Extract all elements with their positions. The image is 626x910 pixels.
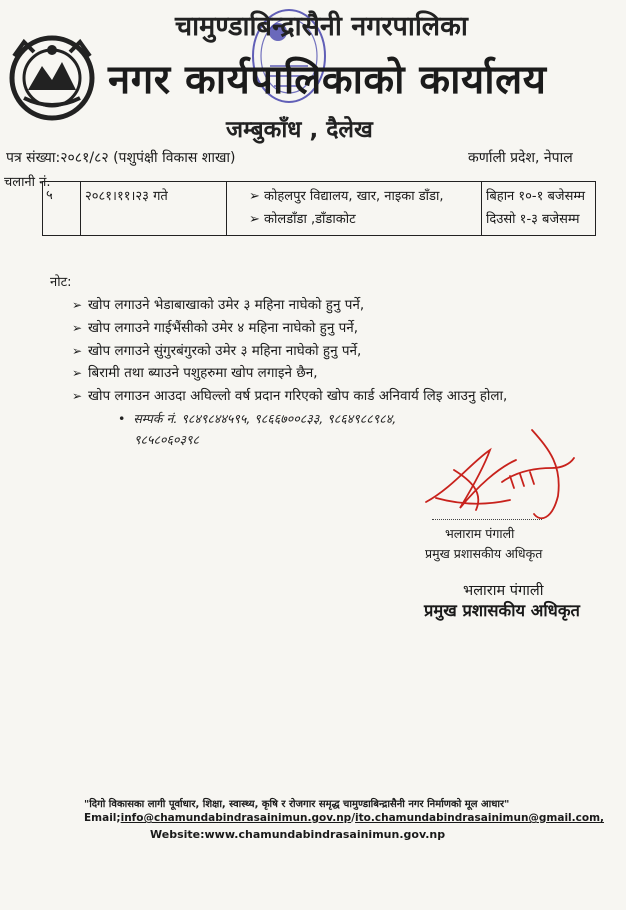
- dot-bullet-icon: •: [118, 411, 134, 426]
- table-divider: [226, 182, 227, 235]
- table-serial: ५: [46, 188, 53, 203]
- table-place-2: ➢ कोलडाँडा ,डाँडाकोट: [249, 212, 356, 227]
- table-date: २०८१।११।२३ गते: [85, 189, 168, 204]
- table-place-1: ➢ कोहलपुर विद्यालय, खार, नाइका डाँडा,: [249, 189, 444, 204]
- note-item: ➢ खोप लगाउने भेडाबाखाको उमेर ३ महिना नाघेको हुनु पर्ने,: [72, 297, 365, 313]
- chalani-number: चलानी नं.: [4, 175, 51, 190]
- office-title: नगर कार्यपालिकाको कार्यालय: [108, 57, 547, 103]
- signature-line: [432, 519, 542, 520]
- contact-numbers: • सम्पर्क नं. ९८४९८४४५९५, ९८६६७००८३३, ९८६४९८८९८४,: [118, 411, 397, 426]
- table-time-1: बिहान १०-१ बजेसम्म: [486, 189, 586, 204]
- table-divider: [80, 182, 81, 235]
- signatory-title-small: प्रमुख प्रशासकीय अधिकृत: [425, 546, 543, 561]
- vaccination-schedule-table: [42, 181, 596, 236]
- arrow-bullet-icon: ➢: [72, 389, 83, 403]
- signatory-name-small: भलाराम पंगाली: [445, 526, 515, 541]
- arrow-bullet-icon: ➢: [72, 298, 83, 312]
- note-item: ➢ खोप लगाउन आउदा अघिल्लो वर्ष प्रदान गरिएको खोप कार्ड अनिवार्य लिइ आउनु होला,: [72, 388, 508, 404]
- footer-website[interactable]: Website:www.chamundabindrasainimun.gov.np: [150, 828, 446, 841]
- footer-slogan: "दिगो विकासका लागी पूर्वाधार, शिक्षा, स्वास्थ्य, कृषि र रोजगार समृद्ध चामुण्डाबिन्द्रासैनी नगर निर्माणको मूल आधार": [84, 799, 510, 810]
- email-link-ito[interactable]: ito.chamundabindrasainimun@gmail.com,: [355, 812, 605, 824]
- office-address: जम्बुकाँध , दैलेख: [226, 117, 373, 143]
- email-link-info[interactable]: info@chamundabindrasainimun.gov.np: [120, 812, 352, 824]
- arrow-bullet-icon: ➢: [72, 321, 83, 335]
- table-divider: [481, 182, 482, 235]
- signatory-title: प्रमुख प्रशासकीय अधिकृत: [424, 601, 580, 620]
- letter-number: पत्र संख्या:२०८१/८२ (पशुपंक्षी विकास शाखा): [6, 150, 236, 166]
- nepal-emblem-logo: [4, 28, 100, 128]
- arrow-bullet-icon: ➢: [72, 366, 83, 380]
- footer-email: Email;info@chamundabindrasainimun.gov.np/ito.chamundabindrasainimun@gmail.com,: [84, 812, 605, 824]
- note-item: ➢ खोप लगाउने सुंगुरबंगुरको उमेर ३ महिना नाघेको हुनु पर्ने,: [72, 343, 362, 359]
- handwritten-signature: [412, 410, 582, 530]
- municipality-name: चामुण्डाबिन्द्रासैनी नगरपालिका: [175, 11, 468, 42]
- note-item: ➢ खोप लगाउने गाईभैंसीको उमेर ४ महिना नाघेको हुनु पर्ने,: [72, 320, 359, 336]
- note-item: ➢ बिरामी तथा ब्याउने पशुहरुमा खोप लगाइने छैन,: [72, 365, 318, 381]
- province-label: कर्णाली प्रदेश, नेपाल: [468, 150, 573, 166]
- table-time-2: दिउसो १-३ बजेसम्म: [486, 212, 580, 227]
- contact-numbers-continued: ९८५८०६०३९८: [134, 432, 200, 447]
- arrow-bullet-icon: ➢: [72, 344, 83, 358]
- signatory-name: भलाराम पंगाली: [463, 583, 544, 599]
- notes-heading: नोट:: [50, 275, 72, 290]
